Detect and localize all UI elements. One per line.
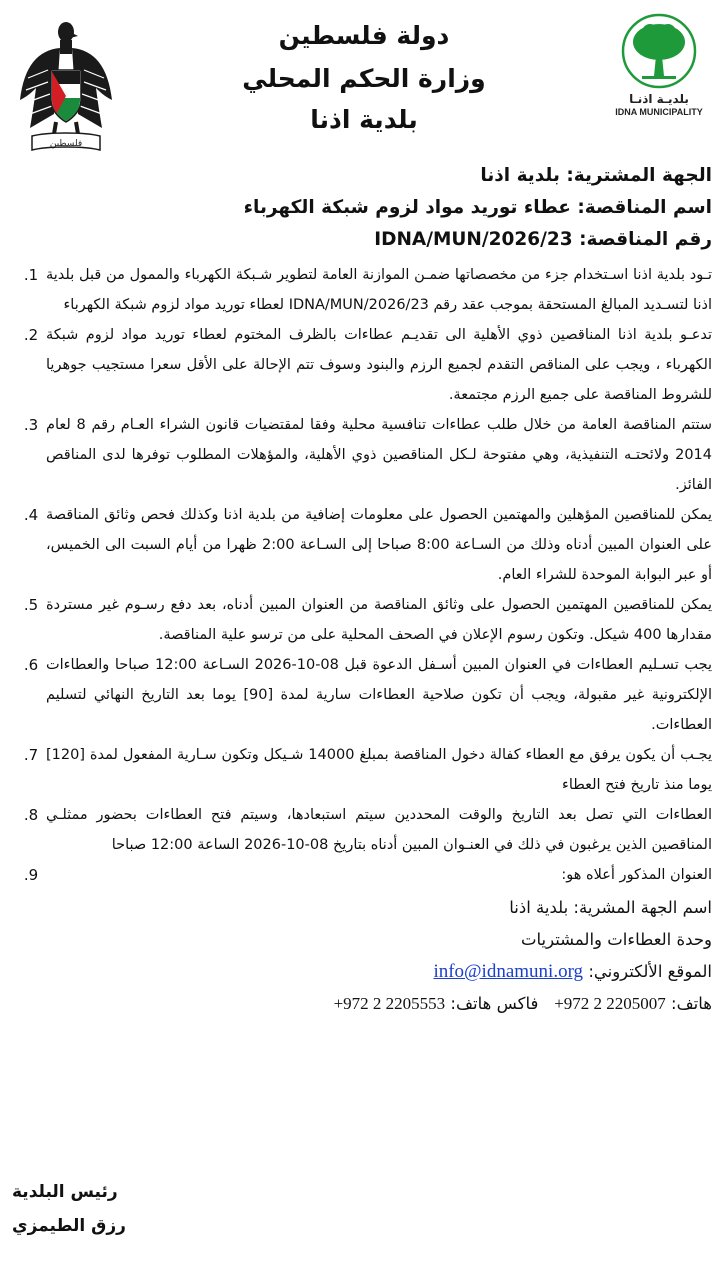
logo-english-name: IDNA MUNICIPALITY	[615, 107, 703, 117]
list-item-text: العطاءات التي تصل بعد التاريخ والوقت المحددين سيتم استبعادها، وسيتم فتح العطاءات بحضور ممثلـي المناقصين الذين يرغبون في ذلك في العنـوان المبين أدناه بتاريخ 08-10-2026 الساعة 12:00 صباحا	[46, 807, 712, 853]
tree-logo-icon	[620, 12, 698, 90]
fax-label: فاكس هاتف:	[450, 994, 539, 1013]
list-item-number: .8	[23, 806, 39, 824]
ministry-title: وزارة الحكم المحلي	[242, 63, 486, 93]
list-item-number: .6	[23, 656, 39, 674]
list-item-text: يجب تسـليم العطاءات في العنوان المبين أسـفل الدعوة قبل 08-10-2026 السـاعة 12:00 صباحا والعطاءات الإلكترونية غير مقبولة، ويجب أن تكون صلاحية العطاءات سارية لمدة [90] يوما بعد التاريخ النهائي لتسليم العطاءات.	[46, 657, 713, 733]
palestine-emblem-icon	[18, 18, 114, 158]
signature-block	[12, 1175, 152, 1243]
list-item-text: ستتم المناقصة العامة من خلال طلب عطاءات تنافسية محلية وفقا لمقتضيات قانون الشراء العـام رقم 8 لعام 2014 ولائحتـه التنفيذية، وهي مفتوحة لـكل المناقصين ذوي الأهلية، والمؤهلات المطلوب توفرها لدى المناقص الفائز.	[46, 417, 712, 493]
header-titles	[150, 14, 578, 134]
list-item	[16, 860, 712, 890]
list-item	[16, 320, 712, 410]
email-label: الموقع الألكتروني:	[588, 962, 712, 981]
emblem-caption: فلسطين	[49, 139, 83, 149]
fax-number: +972 2 2205553	[333, 994, 446, 1013]
list-item-text: العنوان المذكور أعلاه هو:	[561, 867, 712, 883]
list-item	[16, 740, 712, 800]
tender-number-line	[12, 224, 712, 256]
list-item-number: .3	[23, 416, 39, 434]
tender-number-label: رقم المناقصة:	[579, 229, 712, 250]
email-line	[16, 956, 712, 988]
buyer-line: الجهة المشترية: بلدية اذنا	[480, 165, 712, 186]
tender-number: IDNA/MUN/2026/23	[374, 229, 573, 250]
list-item-text: يمكن للمناقصين المؤهلين والمهتمين الحصول على معلومات إضافية من بلدية اذنا وكذلك فحص وثائق المناقصة على العنوان المبين أدناه وذلك من السـاعة 8:00 صباحا إلى السـاعة 2:00 ظهرا من أيام السبت الى الخميس، أو عبر البوابة الموحدة للشراء العام.	[46, 507, 712, 583]
signature-title: رئيس البلدية	[12, 1182, 118, 1202]
list-item	[16, 650, 712, 740]
header	[0, 0, 728, 160]
list-item-text: تدعـو بلدية اذنا المناقصين ذوي الأهلية الى تقديـم عطاءات بالظرف المختوم لعطاء توريد مواد لزوم شبكة الكهرباء ، ويجب على المناقص التقدم لجميع الرزم والبنود وسوف تتم الإحالة على الأقل سعرا مستجيب جوهريا للشروط المناقصة على جميع الرزم مجتمعة.	[46, 327, 712, 403]
list-item	[16, 260, 712, 320]
list-item-text: يجـب أن يكون يرفق مع العطاء كفالة دخول المناقصة بمبلغ 14000 شـيكل وتكون سـارية المفعول لمدة [120] يوما منذ تاريخ فتح العطاء	[46, 747, 712, 793]
list-item-number: .1	[23, 266, 39, 284]
list-item-text: تـود بلدية اذنا اسـتخدام جزء من مخصصاتها ضمـن الموازنة العامة لتطوير شـبكة الكهرباء والممول من قبل بلدية اذنا لتسـديد المبالغ المستحقة بموجب عقد رقم IDNA/MUN/2026/23 لعطاء توريد مواد لزوم شبكة الكهرباء	[46, 267, 712, 313]
signature-name: رزق الطيمزي	[12, 1216, 126, 1236]
list-item-number: .4	[23, 506, 39, 524]
municipality-logo	[604, 12, 714, 140]
list-item-number: .7	[23, 746, 39, 764]
list-item-number: .9	[23, 866, 39, 884]
list-item	[16, 800, 712, 860]
email-link[interactable]: info@idnamuni.org	[433, 961, 584, 982]
list-item	[16, 410, 712, 500]
list-item-number: .5	[23, 596, 39, 614]
list-item	[16, 500, 712, 590]
phone-label: هاتف:	[671, 994, 712, 1013]
tender-meta	[0, 160, 728, 256]
buyer-name-line: اسم الجهة المشرية: بلدية اذنا	[509, 898, 712, 917]
tender-name-line: اسم المناقصة: عطاء توريد مواد لزوم شبكة الكهرباء	[243, 197, 712, 218]
phone-line	[16, 988, 712, 1020]
list-item	[16, 590, 712, 650]
unit-line: وحدة العطاءات والمشتريات	[520, 930, 712, 949]
logo-arabic-name: بلديـة اذنـا	[629, 92, 689, 106]
contact-block	[0, 892, 728, 1020]
phone-number: +972 2 2205007	[554, 994, 666, 1013]
conditions-list	[0, 260, 728, 890]
list-item-number: .2	[23, 326, 39, 344]
state-title: دولة فلسطين	[278, 21, 450, 50]
municipality-title: بلدية اذنا	[310, 104, 418, 134]
list-item-text: يمكن للمناقصين المهتمين الحصول على وثائق المناقصة من العنوان المبين أدناه، بعد دفع رسـوم غير مستردة مقدارها 400 شيكل. وتكون رسوم الإعلان في الصحف المحلية على من ترسو علية المناقصة.	[46, 597, 712, 643]
